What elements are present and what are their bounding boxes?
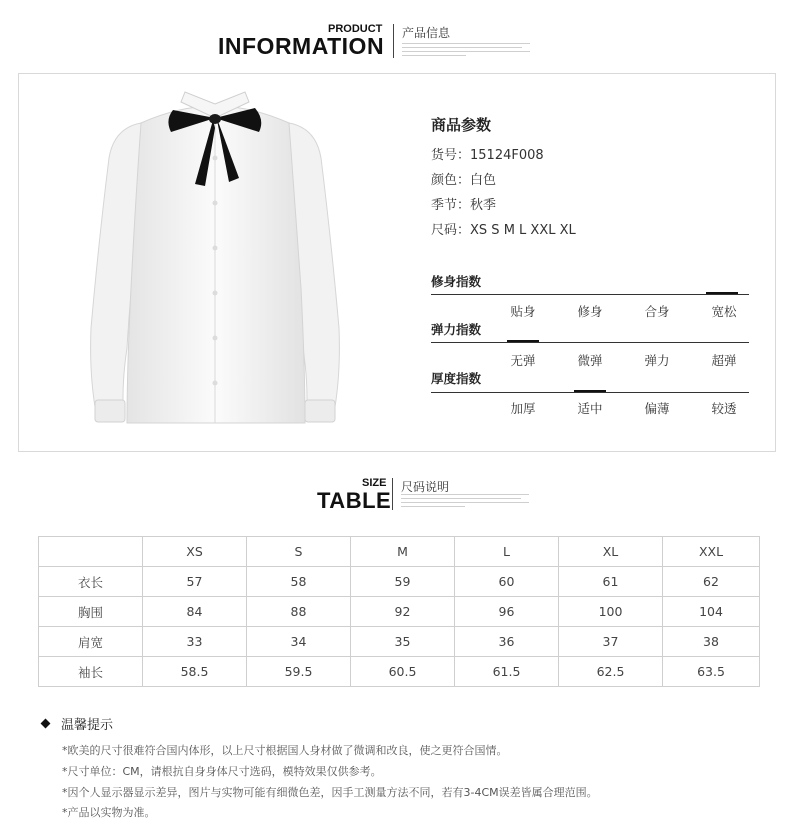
elasticity-option: 超弹 — [711, 353, 737, 368]
table-cell: 96 — [455, 597, 559, 627]
param-value: XS S M L XXL XL — [470, 223, 576, 238]
table-cell: 58.5 — [143, 657, 247, 687]
tip-item: *因个人显示器显示差异，图片与实物可能有细微色差，因手工测量方法不同，若有3-4CM误差皆属合理范围。 — [62, 786, 598, 799]
elasticity-option-selected: 无弹 — [510, 353, 536, 368]
info-header-cn: 产品信息 — [402, 26, 451, 40]
size-header-fine-print — [401, 494, 529, 510]
size-header-big-en: TABLE — [317, 488, 392, 513]
row-label: 袖长 — [39, 657, 143, 687]
size-table — [38, 536, 760, 687]
table-row — [39, 567, 760, 597]
thickness-option: 偏薄 — [644, 401, 670, 416]
info-section-header — [0, 0, 790, 70]
table-cell: 62 — [663, 567, 760, 597]
info-header-divider — [393, 24, 394, 58]
elasticity-index-title: 弹力指数 — [431, 322, 482, 337]
size-col-header: M — [351, 537, 455, 567]
info-header-fine-print — [402, 43, 530, 59]
tips-heading — [42, 714, 113, 733]
product-info-panel — [18, 73, 776, 452]
size-table-corner — [39, 537, 143, 567]
fit-option: 贴身 — [510, 304, 536, 319]
param-value: 秋季 — [470, 198, 497, 213]
thickness-option-selected: 适中 — [577, 401, 603, 416]
table-cell: 59.5 — [247, 657, 351, 687]
size-section-header — [0, 470, 790, 520]
params-title: 商品参数 — [431, 116, 492, 134]
row-label: 衣长 — [39, 567, 143, 597]
table-row — [39, 597, 760, 627]
fit-option: 修身 — [577, 304, 603, 319]
param-season — [431, 194, 496, 213]
elasticity-option: 微弹 — [577, 353, 603, 368]
table-row — [39, 657, 760, 687]
size-table-header-row — [39, 537, 760, 567]
table-cell: 61 — [559, 567, 663, 597]
table-cell: 92 — [351, 597, 455, 627]
table-cell: 60 — [455, 567, 559, 597]
size-header-divider — [392, 478, 393, 510]
param-label: 尺码： — [431, 223, 471, 238]
table-cell: 100 — [559, 597, 663, 627]
fit-index-selected-marker — [706, 292, 738, 294]
table-cell: 104 — [663, 597, 760, 627]
param-item-number — [431, 144, 544, 163]
size-header-small-en: SIZE — [362, 477, 387, 489]
thickness-index-line — [431, 392, 749, 393]
row-label: 胸围 — [39, 597, 143, 627]
size-col-header: XS — [143, 537, 247, 567]
diamond-bullet-icon — [41, 719, 51, 729]
thickness-option: 加厚 — [510, 401, 536, 416]
table-cell: 35 — [351, 627, 455, 657]
param-value: 白色 — [470, 173, 497, 188]
table-row — [39, 627, 760, 657]
param-label: 季节： — [431, 198, 471, 213]
white-blouse-with-black-bow-image — [69, 88, 359, 438]
table-cell: 57 — [143, 567, 247, 597]
tip-item: *产品以实物为准。 — [62, 806, 156, 819]
size-col-header: S — [247, 537, 351, 567]
info-header-big-en: INFORMATION — [218, 33, 385, 59]
tips-title: 温馨提示 — [61, 718, 114, 733]
fit-index-title: 修身指数 — [431, 274, 482, 289]
size-header-cn: 尺码说明 — [401, 480, 450, 494]
thickness-index-title: 厚度指数 — [431, 371, 482, 386]
table-cell: 61.5 — [455, 657, 559, 687]
param-sizes — [431, 219, 576, 238]
fit-option-selected: 宽松 — [711, 304, 737, 319]
row-label: 肩宽 — [39, 627, 143, 657]
param-label: 颜色： — [431, 173, 471, 188]
table-cell: 88 — [247, 597, 351, 627]
size-col-header: XL — [559, 537, 663, 567]
table-cell: 58 — [247, 567, 351, 597]
thickness-option: 较透 — [711, 401, 737, 416]
param-color — [431, 169, 496, 188]
thickness-index-selected-marker — [574, 390, 606, 392]
info-header-small-en: PRODUCT — [328, 23, 383, 35]
table-cell: 62.5 — [559, 657, 663, 687]
size-col-header: XXL — [663, 537, 760, 567]
tip-item: *欧美的尺寸很难符合国内体形，以上尺寸根据国人身材做了微调和改良，使之更符合国情。 — [62, 744, 508, 757]
elasticity-index-line — [431, 342, 749, 343]
table-cell: 59 — [351, 567, 455, 597]
size-col-header: L — [455, 537, 559, 567]
table-cell: 60.5 — [351, 657, 455, 687]
table-cell: 63.5 — [663, 657, 760, 687]
fit-index-line — [431, 294, 749, 295]
table-cell: 37 — [559, 627, 663, 657]
table-cell: 34 — [247, 627, 351, 657]
table-cell: 38 — [663, 627, 760, 657]
table-cell: 84 — [143, 597, 247, 627]
tip-item: *尺寸单位：CM，请根抗自身身体尺寸选码，模特效果仅供参考。 — [62, 765, 382, 778]
table-cell: 33 — [143, 627, 247, 657]
param-label: 货号： — [431, 148, 471, 163]
fit-option: 合身 — [644, 304, 670, 319]
param-value: 15124F008 — [470, 148, 544, 163]
elasticity-option: 弹力 — [644, 353, 670, 368]
table-cell: 36 — [455, 627, 559, 657]
elasticity-index-selected-marker — [507, 340, 539, 342]
